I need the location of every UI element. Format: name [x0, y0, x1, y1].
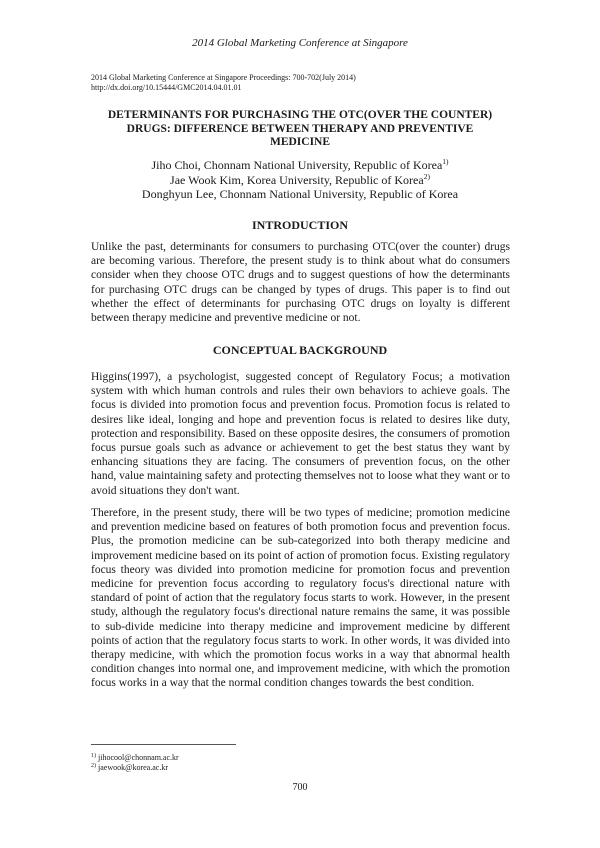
paper-title [80, 109, 520, 150]
footnotes [91, 753, 391, 773]
running-header: 2014 Global Marketing Conference at Singapore [192, 37, 408, 49]
footnote-2-email[interactable]: jaewook@korea.ac.kr [98, 763, 168, 772]
footnote-2-mark: 2) [91, 763, 96, 769]
author-3-affiliation: Donghyun Lee, Chonnam National University, Republic of Korea [141, 187, 459, 201]
footnote-1 [91, 753, 391, 763]
author-2 [80, 173, 520, 188]
introduction-paragraph: Unlike the past, determinants for consumers to purchasing OTC(over the counter) drugs are becoming various. Therefore, the present study is to think about what do consumers consider when they choose OTC drugs and to suggest questions of how the determinants for purchasing OTC drugs can be changed by types of drugs. This paper is to find out whether the effect of determinants for purchasing OTC drugs on loyalty is different between therapy medicine and preventive medicine or not. [91, 241, 510, 325]
proceedings-citation: 2014 Global Marketing Conference at Singapore Proceedings: 700-702(July 2014) [91, 73, 356, 82]
footnote-mark-1: 1) [442, 157, 449, 166]
author-1-affiliation: Jiho Choi, Chonnam National University, Republic of Korea [151, 158, 443, 172]
introduction-heading: INTRODUCTION [251, 218, 348, 232]
footnote-1-email[interactable]: jihocool@chonnam.ac.kr [98, 753, 179, 762]
author-list [80, 158, 520, 202]
conceptual-background-heading: CONCEPTUAL BACKGROUND [212, 343, 388, 357]
title-line-2: DRUGS: DIFFERENCE BETWEEN THERAPY AND PREVENTIVE [126, 122, 474, 135]
author-3 [80, 187, 520, 202]
footnote-divider [91, 744, 236, 745]
footnote-1-mark: 1) [91, 753, 96, 759]
background-paragraph-1: Higgins(1997), a psychologist, suggested concept of Regulatory Focus; a motivation system with which human controls and rules their own behaviors to achieve goals. The focus is divided into promotion focus and prevention focus. Promotion focus is related to desires like ideal, longing and hope and prevention focus is related to desires like duty, protection and responsibility. Based on these opposite desires, the consumers of promotion focus pursue goals such as advance or achievement to get the best status they want by enhancing situations they are facing. The consumers of prevention focus, on the other hand, value maintaining safety and protecting themselves not to loose what they want or to avoid situations they don't want. [91, 371, 510, 497]
page-number: 700 [292, 782, 308, 793]
background-paragraph-2: Therefore, in the present study, there will be two types of medicine; promotion medicine and prevention medicine based on features of both promotion focus and prevention focus. Plus, the promotion medicine can be sub-categorized into both therapy medicine and improvement medicine based on its point of action of promotion focus. Existing regulatory focus theory was divided into promotion medicine for promotion focus and prevention medicine for prevention focus according to regulatory focus's directional nature with standard of point of action that the regulatory focus starts to work. However, in the present study, although the regulatory focus's directional nature remains the same, it was possible to sub-divide medicine into therapy medicine and improvement medicine by different points of action that the regulatory focus starts to work. In other words, it was divided into therapy medicine, with which the promotion focus works in a way that abnormal health condition changes into normal one, and improvement medicine, with which the promotion focus works in a way that the normal condition changes towards the best condition. [91, 507, 510, 690]
author-1 [80, 158, 520, 173]
footnote-mark-2: 2) [423, 171, 430, 181]
title-line-1: DETERMINANTS FOR PURCHASING THE OTC(OVER THE COUNTER) [107, 109, 493, 121]
doi-link[interactable]: http://dx.doi.org/10.15444/GMC2014.04.01.01 [91, 82, 242, 92]
footnote-2 [91, 763, 391, 773]
proceedings-info [91, 73, 511, 92]
title-line-3: MEDICINE [269, 136, 331, 148]
author-2-affiliation: Jae Wook Kim, Korea University, Republic of Korea [170, 172, 424, 187]
